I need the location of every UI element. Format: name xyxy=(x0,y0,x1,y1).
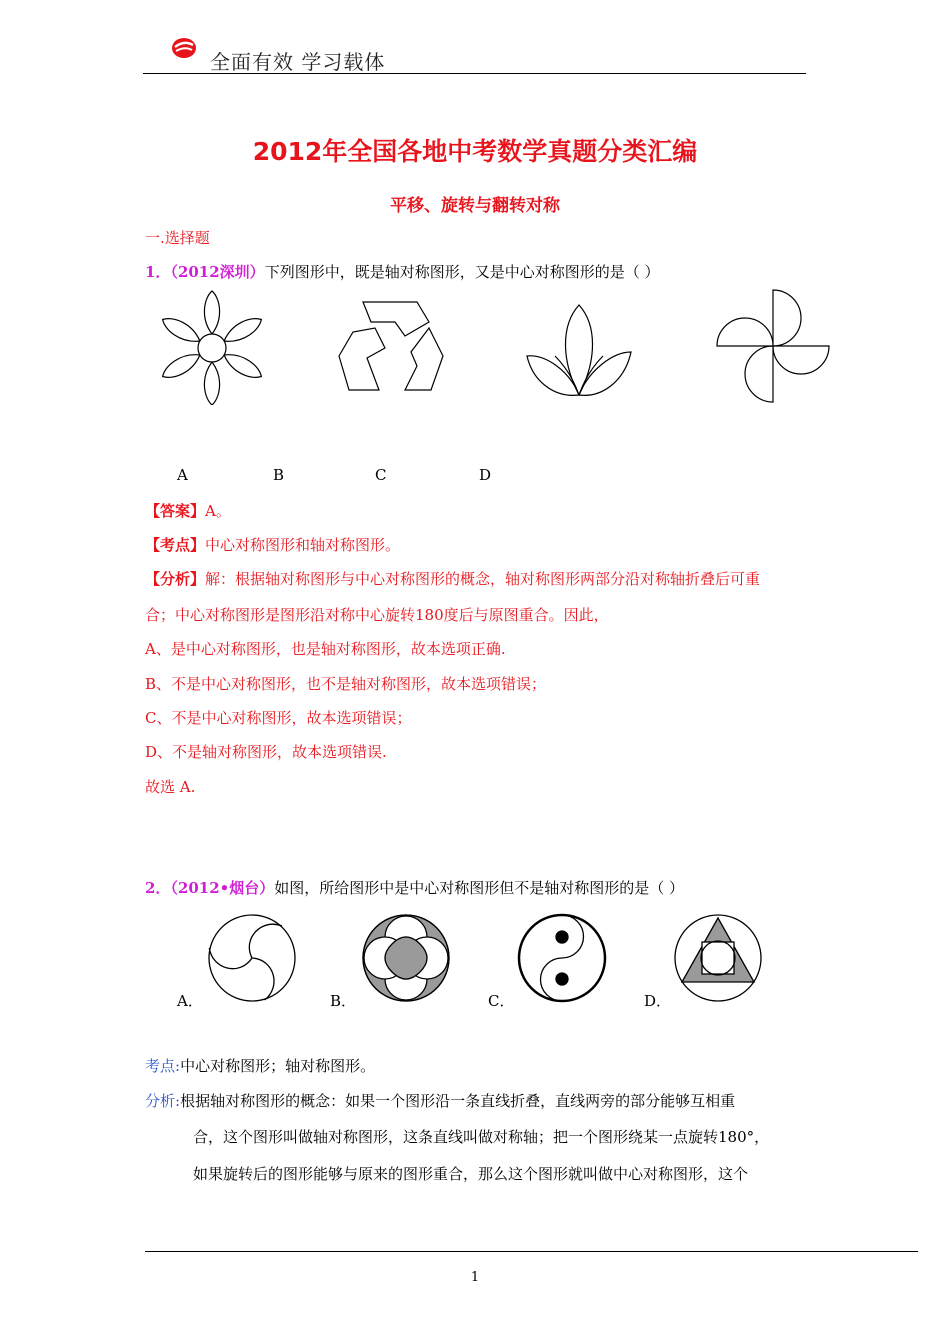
q2-analysis-line-3: 如果旋转后的图形能够与原来的图形重合，那么这个图形就叫做中心对称图形，这个 xyxy=(193,1165,749,1183)
q2-point xyxy=(145,1055,375,1076)
footer-divider xyxy=(145,1251,918,1252)
q1-figure-b-recycle xyxy=(335,300,445,395)
q1-conclusion: 故选 A. xyxy=(145,778,196,796)
section-heading: 一.选择题 xyxy=(145,229,210,247)
q2-figure-d-triangle-square xyxy=(672,912,764,1004)
q1-stem-line xyxy=(145,261,659,282)
q2-analysis-text-1: 根据轴对称图形的概念：如果一个图形沿一条直线折叠，直线两旁的部分能够互相重 xyxy=(180,1092,736,1110)
q1-line-d: D、不是轴对称图形，故本选项错误. xyxy=(145,743,387,761)
q2-figure-b-petals xyxy=(360,912,452,1004)
q2-source: （2012•烟台） xyxy=(170,879,275,897)
q1-answer xyxy=(145,500,231,521)
page-number: 1 xyxy=(470,1270,480,1285)
q2-point-label: 考点: xyxy=(145,1057,181,1075)
q1-figure-c-lotus xyxy=(525,300,635,400)
q1-stem: 下列图形中，既是轴对称图形，又是中心对称图形的是（ ） xyxy=(264,263,660,281)
q1-figure-a-flower xyxy=(160,290,265,405)
q2-analysis-label: 分析: xyxy=(145,1092,181,1110)
q1-analysis-label: 【分析】 xyxy=(145,570,206,588)
q1-source: （2012深圳） xyxy=(170,263,265,281)
q1-option-b: B xyxy=(273,466,285,484)
q2-analysis-line-2: 合，这个图形叫做轴对称图形，这条直线叫做对称轴；把一个图形绕某一点旋转180°， xyxy=(193,1128,770,1146)
header-text: 全面有效 学习载体 xyxy=(210,50,386,74)
page-title: 2012年全国各地中考数学真题分类汇编 xyxy=(252,137,698,166)
q1-figure-d-pinwheel xyxy=(715,288,831,406)
q2-stem-line xyxy=(145,877,684,898)
q1-point-value: 中心对称图形和轴对称图形。 xyxy=(205,536,401,554)
q2-option-c: C． xyxy=(488,992,515,1010)
q1-analysis-text-1: 解：根据轴对称图形与中心对称图形的概念，轴对称图形两部分沿对称轴折叠后可重 xyxy=(205,570,761,588)
header-divider xyxy=(143,73,806,74)
q1-line-a: A、是中心对称图形，也是轴对称图形，故本选项正确. xyxy=(145,640,506,658)
q1-point xyxy=(145,534,400,555)
logo-icon xyxy=(170,36,198,60)
q2-option-b: B． xyxy=(330,992,357,1010)
q1-answer-label: 【答案】 xyxy=(145,502,206,520)
q2-option-a: A． xyxy=(177,992,203,1010)
q1-point-label: 【考点】 xyxy=(145,536,206,554)
page-subtitle: 平移、旋转与翻转对称 xyxy=(390,196,560,216)
q1-line-b: B、不是中心对称图形，也不是轴对称图形，故本选项错误； xyxy=(145,675,547,693)
q1-option-d: D xyxy=(479,466,492,484)
q1-option-a: A xyxy=(177,466,188,484)
q2-stem: 如图，所给图形中是中心对称图形但不是轴对称图形的是（ ） xyxy=(274,879,685,897)
q1-line-c: C、不是中心对称图形，故本选项错误； xyxy=(145,709,412,727)
q2-analysis-line-1 xyxy=(145,1090,735,1111)
q1-number: 1． xyxy=(145,263,171,281)
q1-analysis-line-1 xyxy=(145,568,760,589)
q1-option-c: C xyxy=(375,466,387,484)
q2-figure-a-swirl xyxy=(206,912,298,1004)
q1-analysis-line-2: 合；中心对称图形是图形沿对称中心旋转180度后与原图重合。因此， xyxy=(145,606,609,624)
q2-option-d: D． xyxy=(644,992,672,1010)
q1-answer-value: A。 xyxy=(205,502,231,520)
q2-figure-c-yinyang xyxy=(516,912,608,1004)
q2-point-value: 中心对称图形；轴对称图形。 xyxy=(180,1057,376,1075)
q2-number: 2． xyxy=(145,879,171,897)
